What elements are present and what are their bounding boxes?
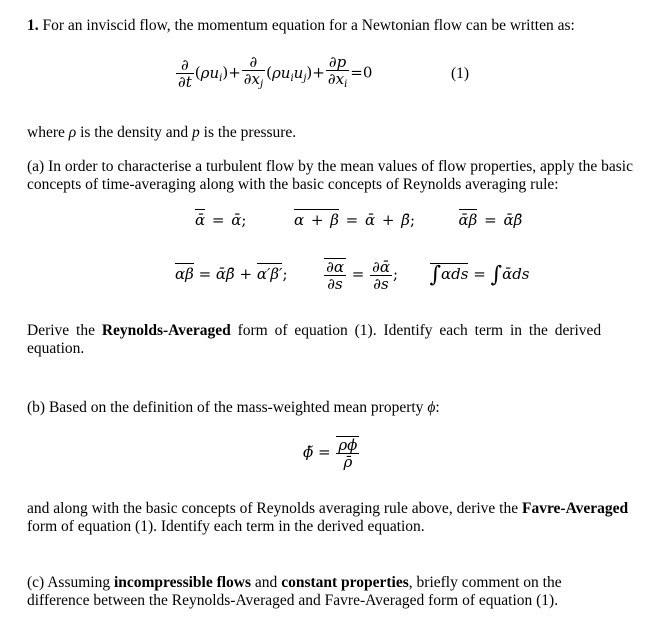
- p-symbol: p: [192, 124, 200, 141]
- constant-properties-term: constant properties: [281, 574, 409, 591]
- phi-symbol: ϕ: [427, 399, 436, 416]
- part-b-derive: and along with the basic concepts of Reynolds averaging rule above, derive the Favre-Averaged form of equation (1). Identify each term in the derived equation.: [27, 500, 629, 535]
- equation-number: (1): [451, 65, 470, 82]
- part-a-derive: Derive the Reynolds-Averaged form of equation (1). Identify each term in the derived equation.: [27, 322, 602, 357]
- part-a-text: (a) In order to characterise a turbulent flow by the mean values of flow properties, apply the basic concepts of time-averaging along with the basic concepts of Reynolds averaging rule:: [27, 158, 633, 193]
- incompressible-term: incompressible flows: [113, 574, 252, 591]
- question-number: 1.: [27, 17, 39, 34]
- averaging-rules-row1: ᾱ = ᾱ; α + β = ᾱ + β̄; ᾱβ = ᾱβ̄: [195, 211, 523, 229]
- averaging-rules-row2: αβ = ᾱβ̄ + α′β′; $\frac{\partial\alpha}{\partial s}$ = $\frac{\text{∂ᾱ}}{\partial s}$ ; ∫αds = ∫ᾱds: [175, 257, 530, 293]
- question-intro: [27, 16, 575, 35]
- favre-averaged-term: Favre-Averaged: [521, 500, 629, 517]
- favre-definition: ϕ̃ = $\frac{\rho\phi}{\rhō}$: [303, 436, 358, 471]
- part-c-text: (c) Assuming incompressible flows and constant properties, briefly comment on the difference between the Reynolds-Averaged and Favre-Averaged form of equation (1).: [27, 574, 562, 609]
- where-line: where ρ is the density and p is the pressure.: [27, 124, 297, 141]
- question-intro-text: For an inviscid flow, the momentum equation for a Newtonian flow can be written as:: [42, 17, 575, 34]
- part-b-text: (b) Based on the definition of the mass-weighted mean property ϕ:: [27, 399, 440, 416]
- reynolds-averaged-term: Reynolds-Averaged: [101, 322, 231, 339]
- rho-symbol: ρ: [68, 124, 77, 141]
- momentum-equation: $\frac{\partial}{\partial t}$ $(\rho u_i)+$ $\frac{\partial}{\partial x_j}$ $(\rho u_iu_j)+$ $\frac{\partial p}{\partial x_i}$ =0: [178, 53, 373, 91]
